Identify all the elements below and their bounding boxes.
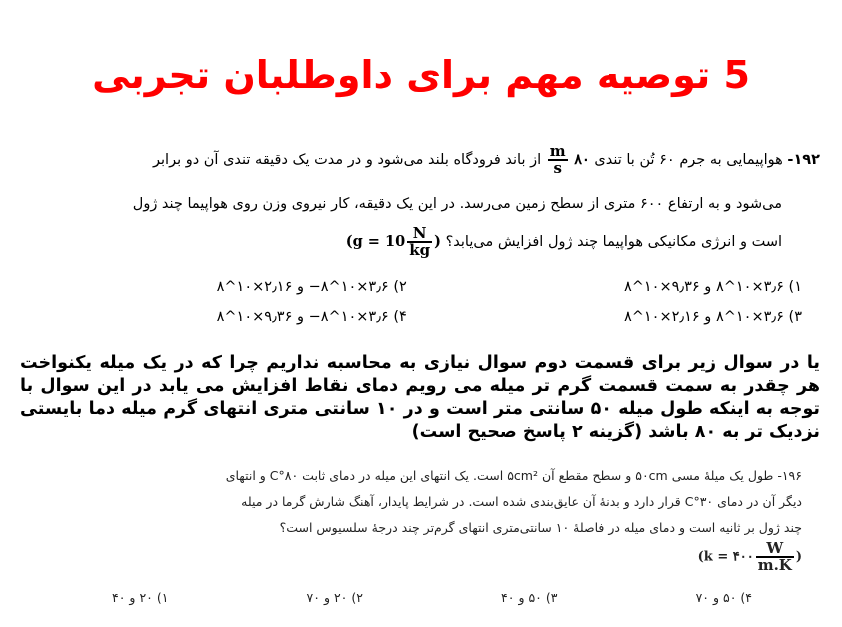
option-4[interactable]: ۴) ۵۰ و ۷۰	[695, 590, 752, 605]
fraction-numerator: N	[407, 226, 432, 243]
fraction-denominator: kg	[409, 241, 431, 259]
g-unit-fraction	[407, 226, 432, 258]
fraction-denominator: s	[553, 159, 562, 177]
k-formula-row	[32, 541, 802, 579]
question-text: از باند فرودگاه بلند می‌شود و در مدت یک دقیقه تندی آن دو برابر	[153, 152, 542, 168]
fraction-numerator: W	[756, 541, 794, 558]
option-2[interactable]: ۲) ۳٫۶×۱۰^۸− و ۲٫۱۶×۱۰^۸	[216, 279, 407, 295]
question-192-line-2: می‌شود و به ارتفاع ۶۰۰ متری از سطح زمین می‌رسد. در این یک دقیقه، کار نیروی وزن روی هواپیما چند ژول	[132, 196, 782, 212]
fraction-denominator: m.K	[757, 556, 792, 574]
option-4[interactable]: ۴) ۳٫۶×۱۰^۸− و ۹٫۳۶×۱۰^۸	[216, 309, 407, 325]
option-3[interactable]: ۳) ۵۰ و ۴۰	[501, 590, 558, 605]
explanation-note: یا در سوال زیر برای قسمت دوم سوال نیازی به محاسبه نداریم چرا که در یک میله یکنواخت هر چقدر به سمت قسمت گرم تر میله می رویم دمای نقاط افزایش می یابد در این سوال با توجه به اینکه طول میله ۵۰ سانتی متر است و در ۱۰ سانتی متری انتهای گرم میله دما بایستی نزدیک تر به ۸۰ باشد (گزینه ۲ پاسخ صحیح است)	[20, 353, 820, 442]
question-196-line-1: ۱۹۶- طول یک میلهٔ مسی ۵۰cm و سطح مقطع آن ۵cm² است. یک انتهای این میله در دمای ثابت ۸۰°C و انتهای	[225, 468, 802, 483]
page-title: 5 توصیه مهم برای داوطلبان تجربی	[92, 53, 750, 97]
option-1[interactable]: ۱) ۳٫۶×۱۰^۸ و ۹٫۳۶×۱۰^۸	[623, 279, 802, 295]
k-formula	[698, 541, 802, 573]
question-192-line-1	[20, 142, 820, 178]
question-192-options	[42, 272, 802, 332]
speed-value: ۸۰	[574, 151, 590, 168]
question-196	[32, 463, 802, 579]
k-close: )	[795, 549, 802, 565]
option-2[interactable]: ۲) ۲۰ و ۷۰	[306, 590, 363, 605]
question-text: هواپیمایی به جرم ۶۰ تُن با تندی	[594, 152, 783, 168]
question-number: ۱۹۲-	[787, 152, 820, 168]
k-label: (k = ۴۰۰	[697, 549, 754, 565]
g-label: (g = 10	[345, 233, 406, 250]
option-3[interactable]: ۳) ۳٫۶×۱۰^۸ و ۲٫۱۶×۱۰^۸	[623, 309, 802, 325]
question-196-options	[112, 590, 752, 605]
question-text: است و انرژی مکانیکی هواپیما چند ژول افزایش می‌یابد؟	[445, 234, 782, 250]
question-196-line-2: دیگر آن در دمای ۳۰°C قرار دارد و بدنهٔ آن عایق‌بندی شده است. در شرایط پایدار، آهنگ شارش گرما در میله	[241, 494, 802, 509]
question-192-line-3	[22, 224, 782, 260]
fraction-numerator: m	[549, 142, 566, 160]
speed-unit-fraction	[548, 144, 568, 176]
g-close: )	[434, 233, 441, 250]
g-formula	[346, 224, 441, 260]
k-unit-fraction	[756, 541, 794, 573]
option-1[interactable]: ۱) ۲۰ و ۴۰	[112, 590, 169, 605]
question-196-line-3: چند ژول بر ثانیه است و دمای میله در فاصلهٔ ۱۰ سانتی‌متری انتهای گرم‌تر چند درجهٔ سلسیوس است؟	[279, 520, 802, 535]
